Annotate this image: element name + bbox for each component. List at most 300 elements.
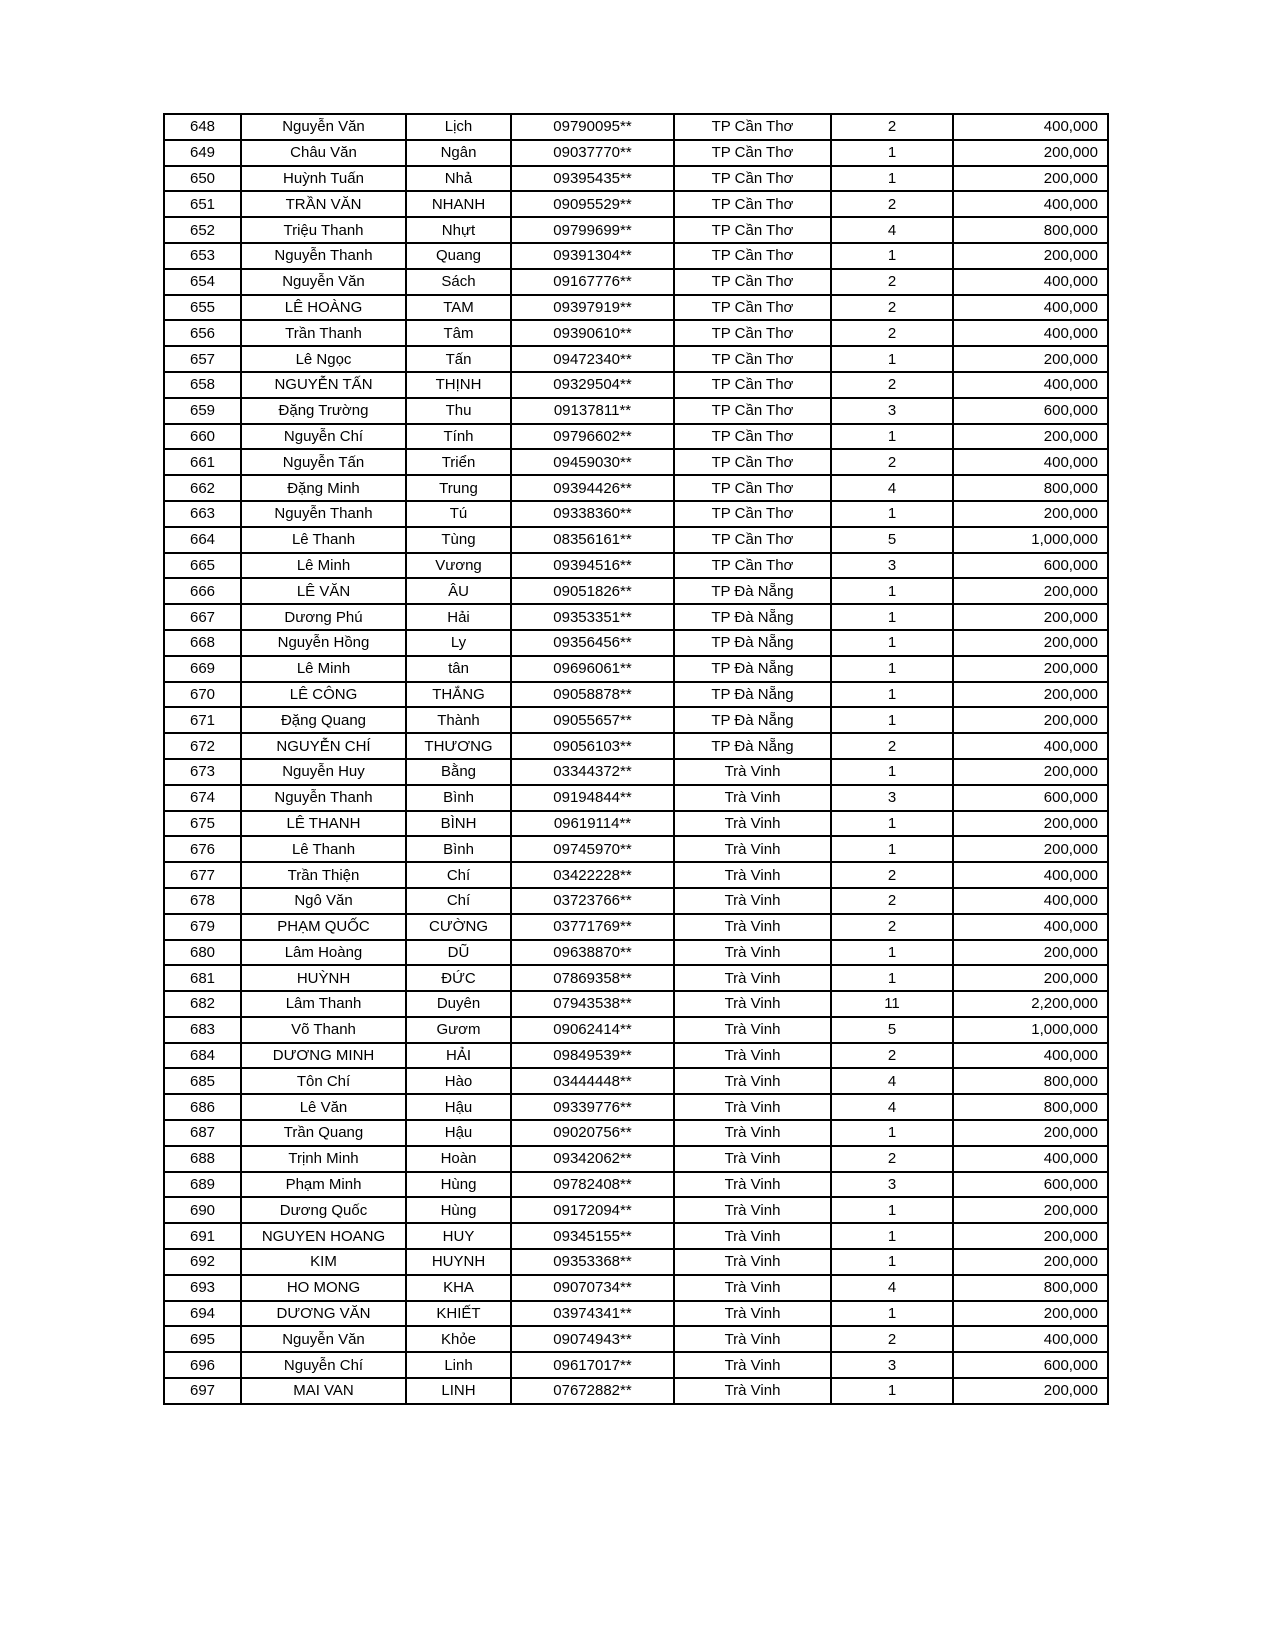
table-row <box>164 553 1108 579</box>
cell-id: 653 <box>164 243 241 269</box>
cell-first-name: Gươm <box>406 1017 511 1043</box>
cell-first-name: Tú <box>406 501 511 527</box>
cell-count: 2 <box>831 269 953 295</box>
cell-count: 3 <box>831 1352 953 1378</box>
cell-last-name: Lê Thanh <box>241 527 406 553</box>
cell-amount: 600,000 <box>953 785 1108 811</box>
cell-province: TP Đà Nẵng <box>674 656 831 682</box>
cell-first-name: Vương <box>406 553 511 579</box>
cell-last-name: Nguyễn Tấn <box>241 449 406 475</box>
cell-id: 687 <box>164 1120 241 1146</box>
cell-count: 3 <box>831 1172 953 1198</box>
cell-last-name: Nguyễn Chí <box>241 424 406 450</box>
cell-province: TP Đà Nẵng <box>674 630 831 656</box>
cell-id: 656 <box>164 320 241 346</box>
cell-count: 11 <box>831 991 953 1017</box>
table-row <box>164 449 1108 475</box>
cell-phone: 09390610** <box>511 320 674 346</box>
cell-amount: 200,000 <box>953 965 1108 991</box>
cell-amount: 600,000 <box>953 398 1108 424</box>
cell-province: TP Đà Nẵng <box>674 604 831 630</box>
cell-province: Trà Vinh <box>674 1301 831 1327</box>
cell-count: 2 <box>831 1043 953 1069</box>
cell-last-name: Đặng Quang <box>241 707 406 733</box>
table-row <box>164 914 1108 940</box>
cell-province: Trà Vinh <box>674 965 831 991</box>
cell-province: Trà Vinh <box>674 1326 831 1352</box>
cell-count: 1 <box>831 1301 953 1327</box>
cell-last-name: Đặng Minh <box>241 475 406 501</box>
table-row <box>164 630 1108 656</box>
cell-last-name: Võ Thanh <box>241 1017 406 1043</box>
table-row <box>164 965 1108 991</box>
cell-last-name: MAI VAN <box>241 1378 406 1404</box>
cell-first-name: DŨ <box>406 940 511 966</box>
cell-count: 4 <box>831 1068 953 1094</box>
cell-last-name: Nguyễn Văn <box>241 269 406 295</box>
cell-phone: 07943538** <box>511 991 674 1017</box>
table-row <box>164 114 1108 140</box>
table-row <box>164 295 1108 321</box>
cell-first-name: HUYNH <box>406 1249 511 1275</box>
cell-id: 694 <box>164 1301 241 1327</box>
cell-province: Trà Vinh <box>674 1120 831 1146</box>
table-row <box>164 707 1108 733</box>
table-row <box>164 862 1108 888</box>
cell-count: 1 <box>831 346 953 372</box>
cell-province: Trà Vinh <box>674 1378 831 1404</box>
cell-amount: 2,200,000 <box>953 991 1108 1017</box>
cell-province: Trà Vinh <box>674 811 831 837</box>
cell-id: 667 <box>164 604 241 630</box>
cell-id: 693 <box>164 1275 241 1301</box>
cell-amount: 200,000 <box>953 1197 1108 1223</box>
cell-count: 5 <box>831 527 953 553</box>
cell-phone: 09356456** <box>511 630 674 656</box>
cell-amount: 800,000 <box>953 1275 1108 1301</box>
cell-count: 1 <box>831 940 953 966</box>
cell-amount: 600,000 <box>953 1172 1108 1198</box>
cell-count: 2 <box>831 320 953 346</box>
cell-id: 660 <box>164 424 241 450</box>
cell-last-name: Trần Thiện <box>241 862 406 888</box>
cell-id: 690 <box>164 1197 241 1223</box>
cell-amount: 200,000 <box>953 501 1108 527</box>
cell-count: 1 <box>831 1120 953 1146</box>
cell-last-name: Nguyễn Huy <box>241 759 406 785</box>
cell-first-name: Chí <box>406 862 511 888</box>
cell-last-name: Nguyễn Hồng <box>241 630 406 656</box>
cell-count: 4 <box>831 1275 953 1301</box>
cell-id: 672 <box>164 733 241 759</box>
cell-phone: 08356161** <box>511 527 674 553</box>
table-row <box>164 1275 1108 1301</box>
donor-table <box>163 113 1109 1405</box>
cell-first-name: KHA <box>406 1275 511 1301</box>
cell-first-name: LINH <box>406 1378 511 1404</box>
cell-first-name: Ly <box>406 630 511 656</box>
table-row <box>164 578 1108 604</box>
cell-id: 665 <box>164 553 241 579</box>
table-row <box>164 785 1108 811</box>
cell-count: 1 <box>831 578 953 604</box>
cell-phone: 09062414** <box>511 1017 674 1043</box>
cell-first-name: Bằng <box>406 759 511 785</box>
table-row <box>164 811 1108 837</box>
cell-phone: 09745970** <box>511 836 674 862</box>
cell-phone: 03344372** <box>511 759 674 785</box>
cell-count: 2 <box>831 1146 953 1172</box>
cell-amount: 400,000 <box>953 888 1108 914</box>
cell-count: 3 <box>831 398 953 424</box>
cell-last-name: Lê Minh <box>241 553 406 579</box>
cell-province: Trà Vinh <box>674 1043 831 1069</box>
cell-count: 1 <box>831 604 953 630</box>
cell-province: Trà Vinh <box>674 785 831 811</box>
cell-id: 688 <box>164 1146 241 1172</box>
cell-id: 659 <box>164 398 241 424</box>
cell-id: 685 <box>164 1068 241 1094</box>
cell-phone: 07869358** <box>511 965 674 991</box>
cell-province: TP Cần Thơ <box>674 166 831 192</box>
cell-last-name: NGUYỄN TẤN <box>241 372 406 398</box>
table-row <box>164 191 1108 217</box>
cell-phone: 03974341** <box>511 1301 674 1327</box>
cell-phone: 09194844** <box>511 785 674 811</box>
cell-amount: 800,000 <box>953 1068 1108 1094</box>
table-row <box>164 501 1108 527</box>
table-row <box>164 269 1108 295</box>
cell-last-name: Lê Văn <box>241 1094 406 1120</box>
cell-province: Trà Vinh <box>674 1094 831 1120</box>
cell-phone: 09345155** <box>511 1223 674 1249</box>
cell-amount: 200,000 <box>953 1378 1108 1404</box>
cell-phone: 09055657** <box>511 707 674 733</box>
table-row <box>164 424 1108 450</box>
cell-first-name: Tấn <box>406 346 511 372</box>
cell-first-name: tân <box>406 656 511 682</box>
table-row <box>164 1223 1108 1249</box>
cell-phone: 09338360** <box>511 501 674 527</box>
cell-phone: 09339776** <box>511 1094 674 1120</box>
cell-count: 2 <box>831 888 953 914</box>
cell-count: 2 <box>831 449 953 475</box>
cell-last-name: KIM <box>241 1249 406 1275</box>
cell-amount: 400,000 <box>953 114 1108 140</box>
cell-phone: 09799699** <box>511 217 674 243</box>
cell-id: 684 <box>164 1043 241 1069</box>
cell-count: 1 <box>831 630 953 656</box>
cell-amount: 400,000 <box>953 1326 1108 1352</box>
cell-first-name: THỊNH <box>406 372 511 398</box>
cell-province: Trà Vinh <box>674 862 831 888</box>
cell-phone: 09459030** <box>511 449 674 475</box>
cell-province: Trà Vinh <box>674 888 831 914</box>
cell-amount: 1,000,000 <box>953 1017 1108 1043</box>
cell-first-name: Chí <box>406 888 511 914</box>
table-row <box>164 243 1108 269</box>
cell-first-name: Khỏe <box>406 1326 511 1352</box>
table-row <box>164 682 1108 708</box>
cell-province: Trà Vinh <box>674 1197 831 1223</box>
cell-amount: 400,000 <box>953 733 1108 759</box>
cell-first-name: Hải <box>406 604 511 630</box>
cell-last-name: Lâm Thanh <box>241 991 406 1017</box>
cell-amount: 200,000 <box>953 243 1108 269</box>
cell-last-name: Trịnh Minh <box>241 1146 406 1172</box>
cell-province: Trà Vinh <box>674 1172 831 1198</box>
cell-phone: 09353351** <box>511 604 674 630</box>
cell-id: 662 <box>164 475 241 501</box>
cell-id: 696 <box>164 1352 241 1378</box>
cell-last-name: HUỲNH <box>241 965 406 991</box>
cell-count: 1 <box>831 965 953 991</box>
cell-first-name: Trung <box>406 475 511 501</box>
cell-last-name: Lê Thanh <box>241 836 406 862</box>
cell-province: Trà Vinh <box>674 1249 831 1275</box>
cell-amount: 400,000 <box>953 295 1108 321</box>
cell-province: TP Cần Thơ <box>674 243 831 269</box>
cell-id: 661 <box>164 449 241 475</box>
cell-last-name: Nguyễn Thanh <box>241 501 406 527</box>
cell-first-name: HẢI <box>406 1043 511 1069</box>
table-row <box>164 320 1108 346</box>
cell-id: 678 <box>164 888 241 914</box>
cell-first-name: BÌNH <box>406 811 511 837</box>
cell-last-name: Huỳnh Tuấn <box>241 166 406 192</box>
table-row <box>164 1017 1108 1043</box>
cell-phone: 09037770** <box>511 140 674 166</box>
cell-count: 2 <box>831 733 953 759</box>
cell-first-name: Bình <box>406 836 511 862</box>
cell-count: 2 <box>831 372 953 398</box>
cell-province: Trà Vinh <box>674 1017 831 1043</box>
cell-last-name: NGUYEN HOANG <box>241 1223 406 1249</box>
cell-count: 1 <box>831 166 953 192</box>
cell-last-name: Nguyễn Thanh <box>241 785 406 811</box>
cell-last-name: Đặng Trường <box>241 398 406 424</box>
cell-province: TP Cần Thơ <box>674 398 831 424</box>
cell-province: Trà Vinh <box>674 1275 831 1301</box>
table-row <box>164 217 1108 243</box>
cell-first-name: Tùng <box>406 527 511 553</box>
cell-phone: 09395435** <box>511 166 674 192</box>
cell-amount: 200,000 <box>953 759 1108 785</box>
cell-first-name: THƯƠNG <box>406 733 511 759</box>
cell-amount: 200,000 <box>953 424 1108 450</box>
cell-count: 1 <box>831 1197 953 1223</box>
cell-id: 692 <box>164 1249 241 1275</box>
cell-first-name: Thu <box>406 398 511 424</box>
table-row <box>164 372 1108 398</box>
table-row <box>164 475 1108 501</box>
table-row <box>164 759 1108 785</box>
cell-amount: 200,000 <box>953 630 1108 656</box>
cell-id: 657 <box>164 346 241 372</box>
cell-count: 1 <box>831 501 953 527</box>
cell-count: 4 <box>831 217 953 243</box>
cell-last-name: Trần Thanh <box>241 320 406 346</box>
cell-count: 4 <box>831 475 953 501</box>
cell-last-name: Lâm Hoàng <box>241 940 406 966</box>
table-row <box>164 1146 1108 1172</box>
cell-amount: 800,000 <box>953 475 1108 501</box>
cell-province: Trà Vinh <box>674 1223 831 1249</box>
table-row <box>164 398 1108 424</box>
cell-first-name: CƯỜNG <box>406 914 511 940</box>
cell-id: 654 <box>164 269 241 295</box>
cell-count: 1 <box>831 656 953 682</box>
cell-count: 1 <box>831 243 953 269</box>
cell-amount: 200,000 <box>953 836 1108 862</box>
cell-first-name: Tâm <box>406 320 511 346</box>
cell-phone: 03771769** <box>511 914 674 940</box>
table-row <box>164 604 1108 630</box>
cell-id: 680 <box>164 940 241 966</box>
cell-first-name: Hậu <box>406 1120 511 1146</box>
table-row <box>164 1378 1108 1404</box>
table-row <box>164 1301 1108 1327</box>
cell-id: 648 <box>164 114 241 140</box>
cell-province: Trà Vinh <box>674 1146 831 1172</box>
cell-phone: 09020756** <box>511 1120 674 1146</box>
cell-phone: 09391304** <box>511 243 674 269</box>
cell-first-name: Hoàn <box>406 1146 511 1172</box>
table-row <box>164 940 1108 966</box>
cell-province: TP Cần Thơ <box>674 527 831 553</box>
table-row <box>164 1043 1108 1069</box>
cell-first-name: Lịch <box>406 114 511 140</box>
cell-amount: 600,000 <box>953 1352 1108 1378</box>
cell-phone: 09472340** <box>511 346 674 372</box>
cell-id: 677 <box>164 862 241 888</box>
cell-first-name: Quang <box>406 243 511 269</box>
cell-last-name: Nguyễn Thanh <box>241 243 406 269</box>
cell-phone: 09137811** <box>511 398 674 424</box>
cell-amount: 600,000 <box>953 553 1108 579</box>
cell-id: 675 <box>164 811 241 837</box>
cell-count: 1 <box>831 424 953 450</box>
cell-amount: 400,000 <box>953 372 1108 398</box>
cell-last-name: LÊ THANH <box>241 811 406 837</box>
table-row <box>164 991 1108 1017</box>
cell-phone: 09095529** <box>511 191 674 217</box>
cell-phone: 09619114** <box>511 811 674 837</box>
cell-phone: 09056103** <box>511 733 674 759</box>
cell-province: TP Cần Thơ <box>674 191 831 217</box>
cell-phone: 09394516** <box>511 553 674 579</box>
cell-phone: 09074943** <box>511 1326 674 1352</box>
cell-last-name: Nguyễn Văn <box>241 114 406 140</box>
cell-count: 1 <box>831 836 953 862</box>
cell-first-name: ÂU <box>406 578 511 604</box>
table-row <box>164 1094 1108 1120</box>
cell-last-name: TRẦN VĂN <box>241 191 406 217</box>
cell-phone: 09397919** <box>511 295 674 321</box>
cell-amount: 200,000 <box>953 707 1108 733</box>
cell-amount: 400,000 <box>953 449 1108 475</box>
cell-id: 679 <box>164 914 241 940</box>
cell-province: TP Đà Nẵng <box>674 682 831 708</box>
cell-amount: 200,000 <box>953 1120 1108 1146</box>
table-row <box>164 527 1108 553</box>
cell-id: 697 <box>164 1378 241 1404</box>
cell-id: 669 <box>164 656 241 682</box>
cell-amount: 400,000 <box>953 320 1108 346</box>
cell-amount: 200,000 <box>953 1223 1108 1249</box>
cell-count: 4 <box>831 1094 953 1120</box>
cell-phone: 09172094** <box>511 1197 674 1223</box>
cell-first-name: Hào <box>406 1068 511 1094</box>
cell-count: 2 <box>831 295 953 321</box>
cell-count: 1 <box>831 759 953 785</box>
cell-province: TP Cần Thơ <box>674 372 831 398</box>
cell-phone: 09696061** <box>511 656 674 682</box>
cell-first-name: ĐỨC <box>406 965 511 991</box>
cell-last-name: HO MONG <box>241 1275 406 1301</box>
cell-amount: 200,000 <box>953 940 1108 966</box>
cell-last-name: Ngô Văn <box>241 888 406 914</box>
cell-phone: 09638870** <box>511 940 674 966</box>
cell-phone: 07672882** <box>511 1378 674 1404</box>
cell-amount: 400,000 <box>953 862 1108 888</box>
cell-phone: 09051826** <box>511 578 674 604</box>
cell-id: 683 <box>164 1017 241 1043</box>
cell-first-name: Thành <box>406 707 511 733</box>
cell-id: 668 <box>164 630 241 656</box>
cell-first-name: NHANH <box>406 191 511 217</box>
table-row <box>164 1172 1108 1198</box>
cell-amount: 200,000 <box>953 682 1108 708</box>
cell-first-name: Ngân <box>406 140 511 166</box>
cell-count: 1 <box>831 707 953 733</box>
cell-last-name: Phạm Minh <box>241 1172 406 1198</box>
cell-last-name: LÊ CÔNG <box>241 682 406 708</box>
cell-last-name: LÊ VĂN <box>241 578 406 604</box>
cell-phone: 09617017** <box>511 1352 674 1378</box>
table-row <box>164 166 1108 192</box>
cell-province: TP Đà Nẵng <box>674 578 831 604</box>
cell-last-name: LÊ HOÀNG <box>241 295 406 321</box>
cell-id: 681 <box>164 965 241 991</box>
cell-amount: 200,000 <box>953 811 1108 837</box>
cell-province: TP Cần Thơ <box>674 553 831 579</box>
cell-id: 651 <box>164 191 241 217</box>
cell-amount: 400,000 <box>953 914 1108 940</box>
cell-amount: 200,000 <box>953 656 1108 682</box>
cell-province: TP Cần Thơ <box>674 320 831 346</box>
cell-count: 1 <box>831 682 953 708</box>
cell-amount: 800,000 <box>953 1094 1108 1120</box>
cell-phone: 09353368** <box>511 1249 674 1275</box>
cell-id: 663 <box>164 501 241 527</box>
cell-phone: 09796602** <box>511 424 674 450</box>
cell-province: TP Cần Thơ <box>674 346 831 372</box>
cell-count: 1 <box>831 1249 953 1275</box>
cell-last-name: Dương Quốc <box>241 1197 406 1223</box>
cell-id: 655 <box>164 295 241 321</box>
cell-last-name: Lê Ngọc <box>241 346 406 372</box>
cell-phone: 09782408** <box>511 1172 674 1198</box>
cell-amount: 200,000 <box>953 604 1108 630</box>
cell-province: TP Cần Thơ <box>674 217 831 243</box>
cell-province: TP Cần Thơ <box>674 140 831 166</box>
cell-id: 649 <box>164 140 241 166</box>
cell-amount: 200,000 <box>953 1301 1108 1327</box>
cell-last-name: Triệu Thanh <box>241 217 406 243</box>
table-row <box>164 733 1108 759</box>
cell-phone: 03444448** <box>511 1068 674 1094</box>
